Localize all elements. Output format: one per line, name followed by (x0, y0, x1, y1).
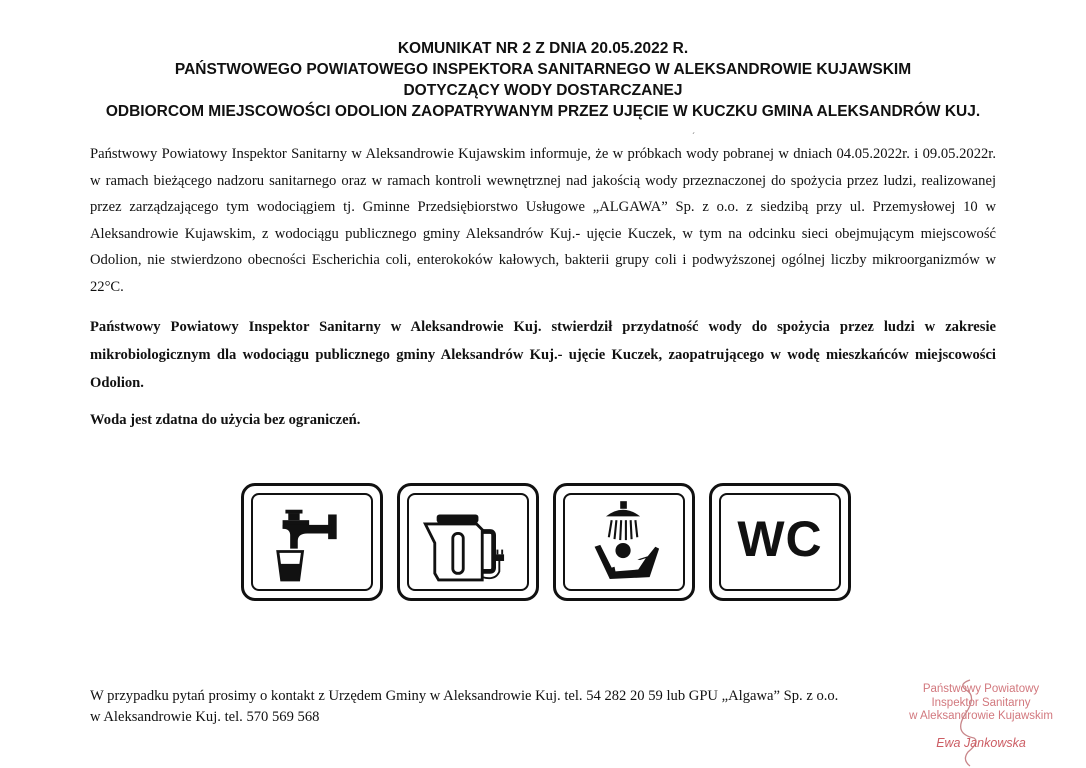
water-use-icons (241, 483, 851, 605)
shower-bath-icon (553, 483, 695, 601)
kettle-icon (397, 483, 539, 601)
stamp-line-1: Państwowy Powiatowy (922, 683, 1040, 695)
tap-glass-icon (241, 483, 383, 601)
suitability-statement: Państwowy Powiatowy Inspektor Sanitarny w Aleksandrowie Kuj. stwierdził przydatność wody do spożycia przez ludzi w zakresie mikrobiologicznym dla wodociągu publicznego gminy Aleksandrów Kuj.- ujęcie Kuczek, zaopatrującego w wodę mieszkańców miejscowości Odolion. (90, 319, 996, 391)
header-title: KOMUNIKAT NR 2 Z DNIA 20.05.2022 R. (397, 40, 689, 57)
contact-line-2: w Aleksandrowie Kuj. tel. 570 569 568 (90, 708, 320, 725)
wc-label: WC (737, 511, 823, 567)
stamp-line-2: Inspektor Sanitarny (931, 696, 1031, 709)
wc-icon (709, 483, 851, 601)
usage-conclusion: Woda jest zdatna do użycia bez ograniczeń. (90, 412, 361, 428)
header-authority: PAŃSTWOWEGO POWIATOWEGO INSPEKTORA SANITARNEGO W ALEKSANDROWIE KUJAWSKIM (174, 61, 912, 78)
scan-mark: ˊ (692, 131, 695, 141)
contact-info (90, 686, 900, 727)
header-subject: DOTYCZĄCY WODY DOSTARCZANEJ (403, 82, 683, 99)
contact-line-1: W przypadku pytań prosimy o kontakt z Urzędem Gminy w Aleksandrowie Kuj. tel. 54 282 20 59 lub GPU „Algawa” Sp. z o.o. (90, 688, 839, 704)
signature-name: Ewa Jankowska (936, 736, 1026, 750)
signature-scribble (940, 676, 990, 768)
announcement-header (0, 38, 1086, 122)
header-recipients: ODBIORCOM MIEJSCOWOŚCI ODOLION ZAOPATRYWANYM PRZEZ UJĘCIE W KUCZKU GMINA ALEKSANDRÓW KUJ. (105, 103, 981, 120)
stamp-line-3: w Aleksandrowie Kujawskim (909, 710, 1053, 723)
findings-paragraph: Państwowy Powiatowy Inspektor Sanitarny w Aleksandrowie Kujawskim informuje, że w próbkach wody pobranej w dniach 04.05.2022r. i 09.05.2022r. w ramach bieżącego nadzoru sanitarnego oraz w ramach kontroli wewnętrznej nad jakością wody przeznaczonej do spożycia przez ludzi, realizowanej przez zarządzającego tym wodociągiem tj. Gminne Przedsiębiorstwo Usługowe „ALGAWA” Sp. z o.o. z siedzibą przy ul. Przemysłowej 10 w Aleksandrowie Kujawskim, z wodociągu publicznego gminy Aleksandrów Kuj.- ujęcie Kuczek, w tym na odcinku sieci obejmującym miejscowość Odolion, nie stwierdzono obecności Escherichia coli, enterokoków kałowych, bakterii grupy coli i podwyższonej ogólnej liczby mikroorganizmów w 22°C. (90, 146, 996, 295)
